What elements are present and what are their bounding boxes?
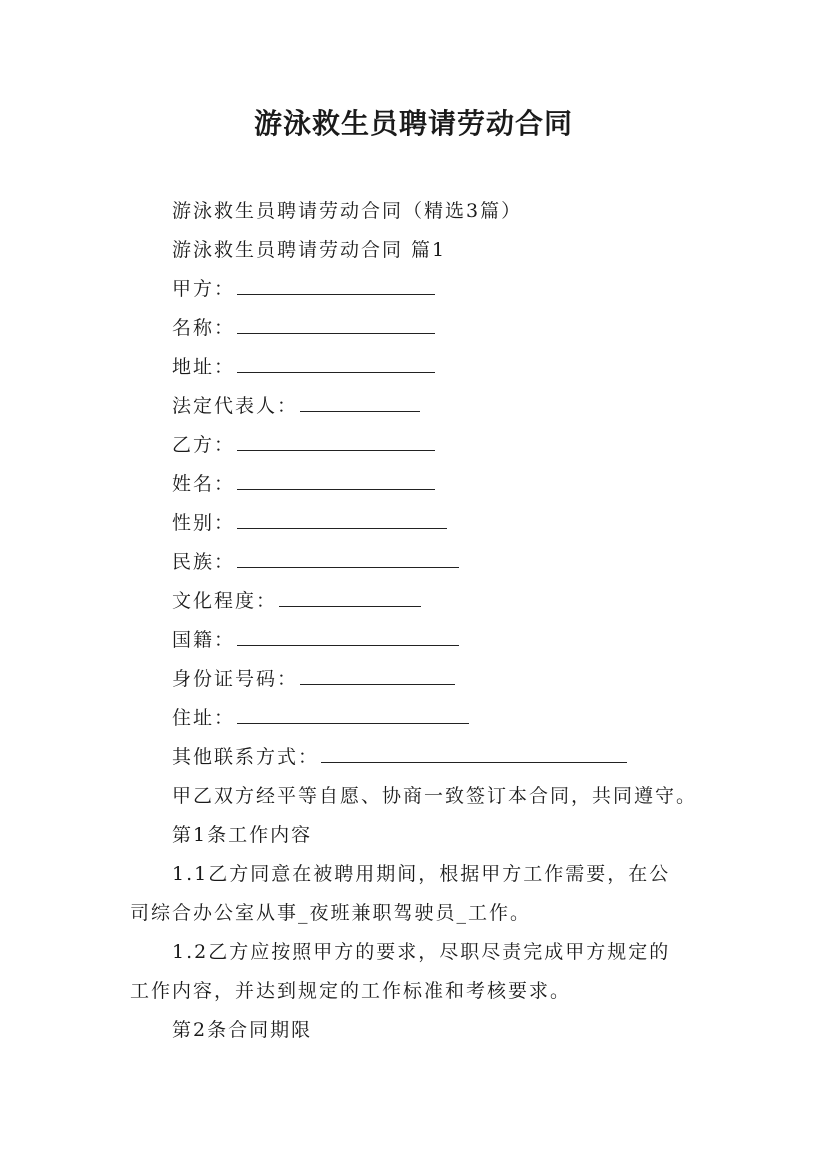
fill-blank[interactable] bbox=[279, 588, 421, 607]
fill-blank[interactable] bbox=[237, 549, 459, 568]
fill-blank[interactable] bbox=[237, 276, 435, 295]
field-label: 身份证号码： bbox=[172, 668, 299, 690]
field-label: 其他联系方式： bbox=[172, 746, 320, 768]
agreement-line: 甲乙双方经平等自愿、协商一致签订本合同，共同遵守。 bbox=[172, 785, 698, 807]
field-nationality bbox=[172, 626, 459, 654]
field-id-number bbox=[172, 665, 455, 693]
field-label: 住址： bbox=[172, 707, 236, 729]
field-residence bbox=[172, 704, 469, 732]
field-label: 乙方： bbox=[172, 434, 236, 456]
field-party-b bbox=[172, 431, 435, 459]
clause-1-1-line-1: 1.1乙方同意在被聘用期间，根据甲方工作需要，在公 bbox=[172, 863, 671, 885]
fill-blank[interactable] bbox=[237, 705, 469, 724]
field-label: 姓名： bbox=[172, 473, 236, 495]
field-address bbox=[172, 353, 435, 381]
field-education bbox=[172, 587, 421, 615]
fill-blank[interactable] bbox=[300, 393, 420, 412]
fill-blank[interactable] bbox=[237, 315, 435, 334]
document-subtitle: 游泳救生员聘请劳动合同（精选3篇） bbox=[172, 200, 523, 222]
fill-blank[interactable] bbox=[237, 627, 459, 646]
field-party-a bbox=[172, 275, 435, 303]
field-label: 名称： bbox=[172, 317, 236, 339]
fill-blank[interactable] bbox=[321, 744, 627, 763]
field-label: 国籍： bbox=[172, 629, 236, 651]
article-1-heading: 第1条工作内容 bbox=[172, 824, 313, 846]
field-label: 地址： bbox=[172, 356, 236, 378]
section-heading: 游泳救生员聘请劳动合同 篇1 bbox=[172, 239, 447, 261]
field-legal-rep bbox=[172, 392, 420, 420]
fill-blank[interactable] bbox=[237, 354, 435, 373]
field-label: 甲方： bbox=[172, 278, 236, 300]
clause-1-2-line-2: 工作内容，并达到规定的工作标准和考核要求。 bbox=[130, 980, 572, 1002]
field-ethnicity bbox=[172, 548, 459, 576]
fill-blank[interactable] bbox=[237, 432, 435, 451]
fill-blank[interactable] bbox=[300, 666, 455, 685]
document-title: 游泳救生员聘请劳动合同 bbox=[253, 107, 573, 140]
clause-1-1-line-2: 司综合办公室从事_夜班兼职驾驶员_工作。 bbox=[130, 902, 532, 924]
fill-blank[interactable] bbox=[237, 471, 435, 490]
field-label: 民族： bbox=[172, 551, 236, 573]
field-other-contact bbox=[172, 743, 627, 771]
article-2-heading: 第2条合同期限 bbox=[172, 1019, 313, 1041]
field-label: 法定代表人： bbox=[172, 395, 299, 417]
field-name bbox=[172, 314, 435, 342]
fill-blank[interactable] bbox=[237, 510, 447, 529]
field-label: 性别： bbox=[172, 512, 236, 534]
field-full-name bbox=[172, 470, 435, 498]
field-gender bbox=[172, 509, 447, 537]
field-label: 文化程度： bbox=[172, 590, 278, 612]
clause-1-2-line-1: 1.2乙方应按照甲方的要求，尽职尽责完成甲方规定的 bbox=[172, 941, 671, 963]
